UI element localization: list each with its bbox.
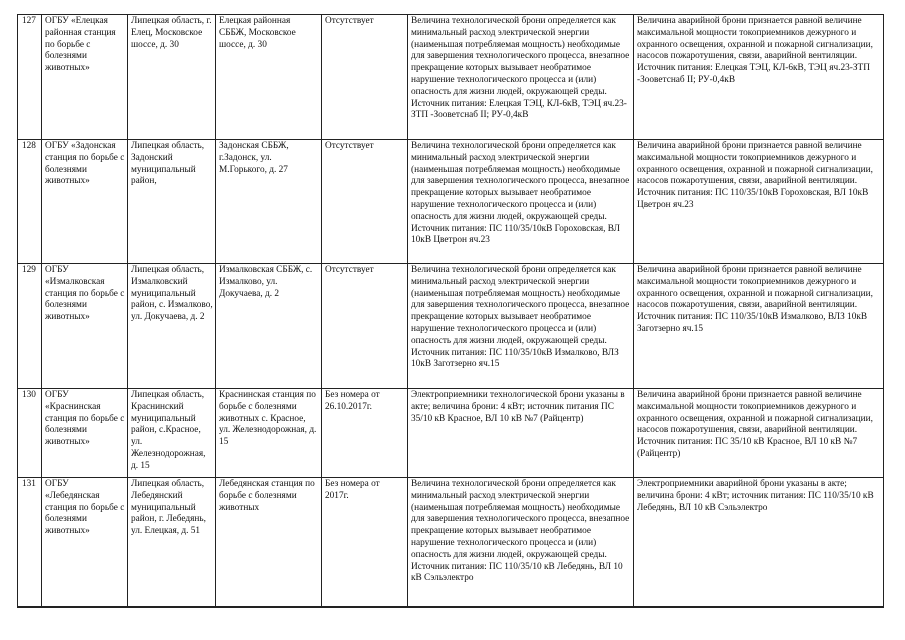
- organization-name: ОГБУ «Елецкая районная станция по борьбе с болезнями животных»: [42, 15, 128, 140]
- organization-name: ОГБУ «Краснинская станция по борьбе с болезнями животных»: [42, 389, 128, 478]
- act-info: Без номера от 2017г.: [322, 478, 408, 607]
- document-table: [17, 14, 884, 608]
- technological-reserve: Величина технологической брони определяется как минимальный расход электрической энергии (наименьшая потребляемая мощность) необходимые для завершения технологического процесса, внезапное прекращение которых вызывает необратимое нарушение технологического процесса и (или) опасность для жизни людей, окружающей среды. Источник питания: Елецкая ТЭЦ, КЛ-6кВ, ТЭЦ яч.23-ЗТП -Зооветснаб II; РУ-0,4кВ: [408, 15, 634, 140]
- object-name: Краснинская станция по борьбе с болезнями животных с. Красное, ул. Железнодорожная, д. 15: [216, 389, 322, 478]
- row-number: 131: [18, 478, 42, 607]
- emergency-reserve: Величина аварийной брони признается равной величине максимальной мощности токоприемников дежурного и охранного освещения, охранной и пожарной сигнализации, насосов пожаротушения, связи, аварийной вентиляции. Источник питания: ПС 35/10 кВ Красное, ВЛ 10 кВ №7 (Райцентр): [634, 389, 884, 478]
- technological-reserve: Величина технологической брони определяется как минимальный расход электрической энергии (наименьшая потребляемая мощность) необходимые для завершения технологического процесса, внезапное прекращение которых вызывает необратимое нарушение технологического процесса и (или) опасность для жизни людей, окружающей среды. Источник питания: ПС 110/35/10кВ Гороховская, ВЛ 10кВ Цветрон яч.23: [408, 140, 634, 264]
- row-number: 129: [18, 264, 42, 389]
- technological-reserve: Величина технологической брони определяется как минимальный расход электрической энергии (наименьшая потребляемая мощность) необходимые для завершения технологического процесса, внезапное прекращение которых вызывает необратимое нарушение технологического процесса и (или) опасность для жизни людей, окружающей среды. Источник питания: ПС 110/35/10 кВ Лебедянь, ВЛ 10 кВ Сэльэлектро: [408, 478, 634, 607]
- emergency-reserve: Величина аварийной брони признается равной величине максимальной мощности токоприемников дежурного и охранного освещения, охранной и пожарной сигнализации, насосов пожаротушения, связи, аварийной вентиляции. Источник питания: Елецкая ТЭЦ, КЛ-6кВ, ТЭЦ яч.23-ЗТП -Зооветснаб II; РУ-0,4кВ: [634, 15, 884, 140]
- organization-address: Липецкая область, Краснинский муниципальный район, с.Красное, ул. Железнодорожная, д. 15: [128, 389, 216, 478]
- table-row: [18, 389, 884, 478]
- act-info: Отсутствует: [322, 140, 408, 264]
- act-info: Без номера от 26.10.2017г.: [322, 389, 408, 478]
- organization-name: ОГБУ «Задонская станция по борьбе с болезнями животных»: [42, 140, 128, 264]
- table-row: [18, 140, 884, 264]
- object-name: Измалковская СББЖ, с. Измалково, ул. Докучаева, д. 2: [216, 264, 322, 389]
- object-name: Лебедянская станция по борьбе с болезнями животных: [216, 478, 322, 607]
- technological-reserve: Величина технологической брони определяется как минимальный расход электрической энергии (наименьшая потребляемая мощность) необходимые для завершения технологического процесса, внезапное прекращение которых вызывает необратимое нарушение технологического процесса и (или) опасность для жизни людей, окружающей среды. Источник питания: ПС 110/35/10кВ Измалково, ВЛЗ 10кВ Заготзерно яч.15: [408, 264, 634, 389]
- organization-address: Липецкая область, Задонский муниципальный район,: [128, 140, 216, 264]
- act-info: Отсутствует: [322, 264, 408, 389]
- row-number: 128: [18, 140, 42, 264]
- object-name: Задонская СББЖ, г.Задонск, ул. М.Горького, д. 27: [216, 140, 322, 264]
- table-row: [18, 264, 884, 389]
- table-row: [18, 15, 884, 140]
- organization-name: ОГБУ «Измалковская станция по борьбе с болезнями животных»: [42, 264, 128, 389]
- object-name: Елецкая районная СББЖ, Московское шоссе, д. 30: [216, 15, 322, 140]
- emergency-reserve: Величина аварийной брони признается равной величине максимальной мощности токоприемников дежурного и охранного освещения, охранной и пожарной сигнализации, насосов пожаротушения, связи, аварийной вентиляции. Источник питания: ПС 110/35/10кВ Измалково, ВЛЗ 10кВ Заготзерно яч.15: [634, 264, 884, 389]
- row-number: 130: [18, 389, 42, 478]
- act-info: Отсутствует: [322, 15, 408, 140]
- organization-address: Липецкая область, Измалковский муниципальный район, с. Измалково, ул. Докучаева, д. 2: [128, 264, 216, 389]
- table-row: [18, 478, 884, 607]
- organization-name: ОГБУ «Лебедянская станция по борьбе с болезнями животных»: [42, 478, 128, 607]
- organization-address: Липецкая область, Лебедянский муниципальный район, г. Лебедянь, ул. Елецкая, д. 51: [128, 478, 216, 607]
- row-number: 127: [18, 15, 42, 140]
- emergency-reserve: Величина аварийной брони признается равной величине максимальной мощности токоприемников дежурного и охранного освещения, охранной и пожарной сигнализации, насосов пожаротушения, связи, аварийной вентиляции. Источник питания: ПС 110/35/10кВ Гороховская, ВЛ 10кВ Цветрон яч.23: [634, 140, 884, 264]
- technological-reserve: Электроприемники технологической брони указаны в акте; величина брони: 4 кВт; источник питания ПС 35/10 кВ Красное, ВЛ 10 кВ №7 (Райцентр): [408, 389, 634, 478]
- organization-address: Липецкая область, г. Елец, Московское шоссе, д. 30: [128, 15, 216, 140]
- emergency-reserve: Электроприемники аварийной брони указаны в акте; величина брони: 4 кВт; источник питания: ПС 110/35/10 кВ Лебедянь, ВЛ 10 кВ Сэльэлектро: [634, 478, 884, 607]
